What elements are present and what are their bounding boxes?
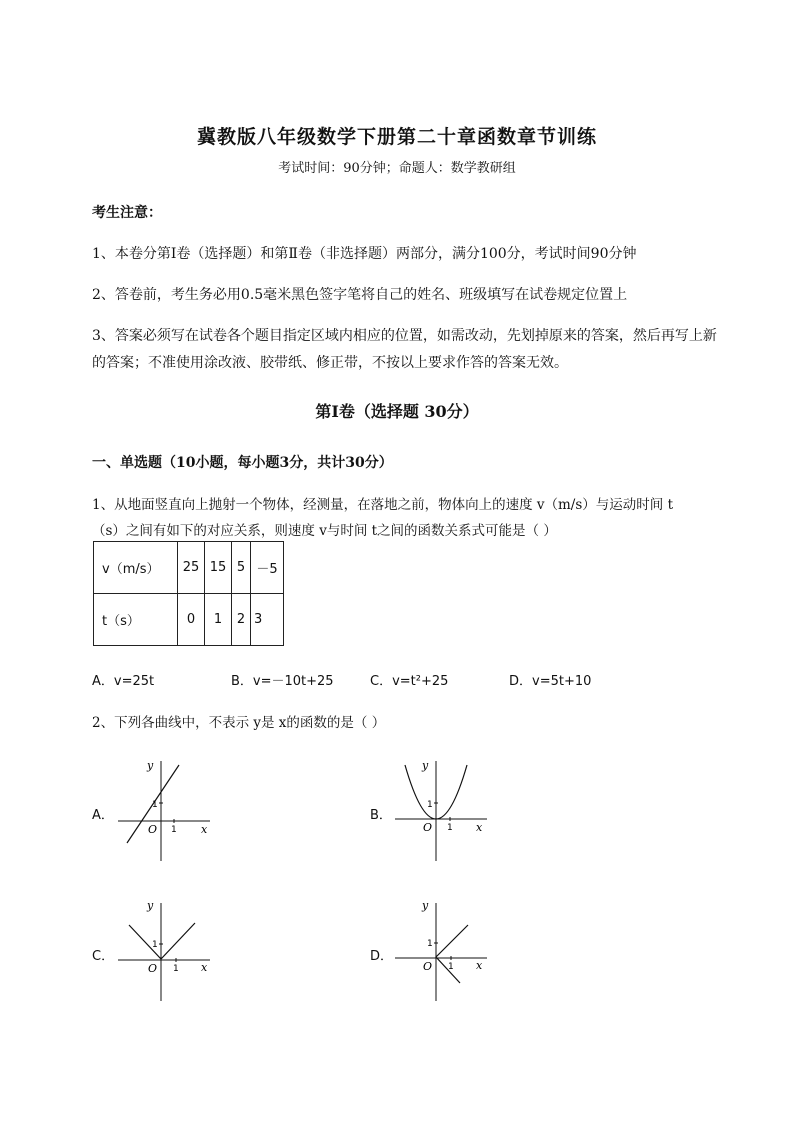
y-axis-label: y [147, 899, 154, 912]
x-axis-label: x [476, 959, 483, 972]
notice-item-3: 3、答案必须写在试卷各个题目指定区域内相应的位置，如需改动，先划掉原来的答案，然后再写上新 [92, 328, 717, 344]
q2-graph-a-label: A． [92, 808, 114, 823]
x-tick-label: 1 [447, 823, 453, 833]
table-cell: 25 [178, 542, 205, 594]
table-row [94, 594, 284, 646]
origin-label: O [148, 823, 158, 836]
section-title: 第I卷（选择题 30分） [315, 402, 479, 421]
y-tick-label: 1 [427, 939, 433, 949]
table-cell: 2 [232, 594, 251, 646]
x-tick-label: 1 [448, 962, 454, 972]
table-cell: 0 [178, 594, 205, 646]
q1-option-d: D．v=5t+10 [509, 674, 592, 689]
q1-option-c: C．v=t²+25 [370, 674, 449, 689]
q1-stem-line2: （s）之间有如下的对应关系，则速度 v与时间 t之间的函数关系式可能是（ ） [92, 523, 557, 539]
table-cell: 3 [251, 594, 284, 646]
table-head-t: t（s） [94, 594, 178, 646]
q2-graph-b [392, 755, 492, 863]
q2-graph-c [115, 895, 215, 1003]
origin-label: O [423, 960, 433, 973]
exam-info: 考试时间：90分钟；命题人：数学教研组 [278, 161, 516, 176]
y-tick-label: 1 [427, 800, 433, 810]
q2-graph-d-label: D． [370, 949, 394, 964]
table-cell: －5 [251, 542, 284, 594]
q2-stem: 2、下列各曲线中，不表示 y是 x的函数的是（ ） [92, 715, 386, 731]
origin-label: O [148, 962, 158, 975]
origin-label: O [423, 821, 433, 834]
table-head-v: v（m/s） [94, 542, 178, 594]
x-axis-label: x [201, 823, 208, 836]
notice-heading: 考生注意： [92, 205, 162, 221]
table-cell: 1 [205, 594, 232, 646]
q1-option-b: B．v=－10t+25 [231, 674, 334, 689]
q1-option-a: A．v=25t [92, 674, 155, 689]
y-tick-label: 1 [152, 800, 158, 810]
q2-graph-c-label: C． [92, 949, 115, 964]
x-tick-label: 1 [173, 964, 179, 974]
section-subheading: 一、单选题（10小题，每小题3分，共计30分） [92, 455, 393, 471]
page-title: 冀教版八年级数学下册第二十章函数章节训练 [196, 126, 597, 148]
q2-graph-b-label: B． [370, 808, 392, 823]
q2-graph-d [392, 895, 492, 1003]
y-axis-label: y [422, 899, 429, 912]
q1-stem-line1: 1、从地面竖直向上抛射一个物体，经测量，在落地之前，物体向上的速度 v（m/s）与运动时间 t [92, 497, 673, 513]
notice-item-3-cont: 的答案；不准使用涂改液、胶带纸、修正带，不按以上要求作答的答案无效。 [92, 355, 568, 371]
q1-table [93, 541, 284, 646]
y-axis-label: y [147, 759, 154, 772]
table-row [94, 542, 284, 594]
x-axis-label: x [201, 961, 208, 974]
notice-item-1: 1、本卷分第I卷（选择题）和第Ⅱ卷（非选择题）两部分，满分100分，考试时间90分钟 [92, 246, 637, 262]
notice-item-2: 2、答卷前，考生务必用0.5毫米黑色签字笔将自己的姓名、班级填写在试卷规定位置上 [92, 287, 628, 303]
q2-graph-a [115, 755, 215, 863]
table-cell: 5 [232, 542, 251, 594]
x-tick-label: 1 [171, 825, 177, 835]
x-axis-label: x [476, 821, 483, 834]
y-axis-label: y [422, 759, 429, 772]
table-cell: 15 [205, 542, 232, 594]
y-tick-label: 1 [152, 940, 158, 950]
